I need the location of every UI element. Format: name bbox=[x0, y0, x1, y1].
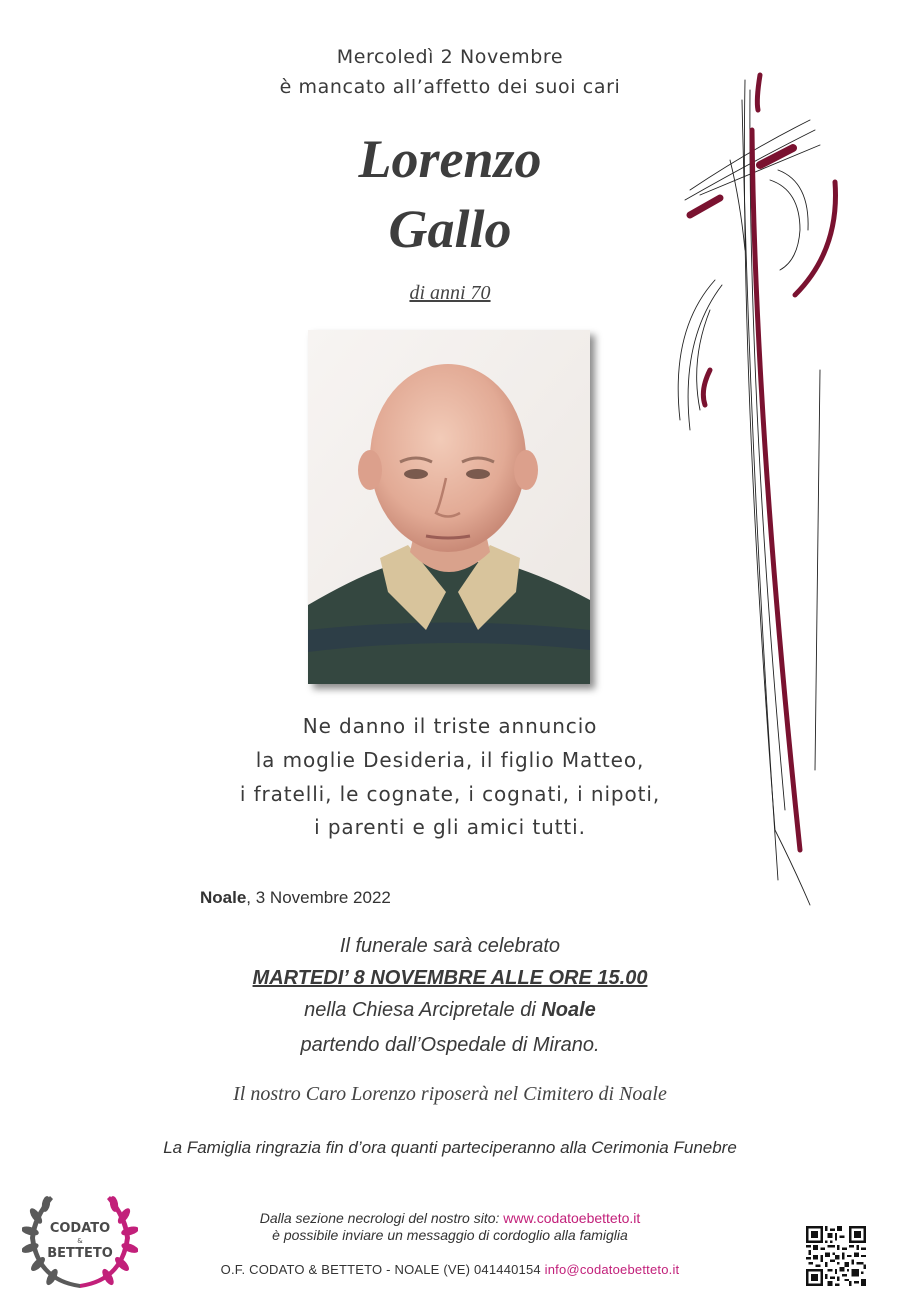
date: , 3 Novembre 2022 bbox=[246, 888, 391, 907]
funeral-church-prefix: nella Chiesa Arcipretale di bbox=[304, 999, 542, 1021]
funeral-datetime: MARTEDI’ 8 NOVEMBRE ALLE ORE 15.00 bbox=[252, 967, 648, 989]
deceased-first-name: Lorenzo bbox=[358, 129, 542, 189]
place: Noale bbox=[200, 888, 247, 907]
logo-word-2: BETTETO bbox=[47, 1246, 113, 1261]
cemetery-note: Il nostro Caro Lorenzo riposerà nel Cimitero di Noale bbox=[233, 1083, 667, 1105]
deceased-age: di anni 70 bbox=[409, 282, 491, 304]
logo-word-1: CODATO bbox=[49, 1221, 111, 1236]
portrait-photo bbox=[308, 330, 590, 684]
decorative-cross bbox=[660, 70, 860, 910]
qr-code[interactable] bbox=[806, 1226, 866, 1286]
funeral-church bbox=[0, 999, 900, 1022]
footer-company: O.F. CODATO & BETTETO - NOALE (VE) 041440154 bbox=[220, 1262, 545, 1277]
announcement-line: i fratelli, le cognate, i cognati, i nipoti, bbox=[239, 782, 661, 806]
funeral-church-town: Noale bbox=[541, 999, 596, 1021]
funeral-departure: partendo dall’Ospedale di Mirano. bbox=[300, 1034, 600, 1056]
footer-condolence-note: è possibile inviare un messaggio di cordoglio alla famiglia bbox=[272, 1227, 628, 1243]
logo-ampersand: & bbox=[77, 1237, 83, 1245]
announcement-date: Mercoledì 2 Novembre bbox=[336, 46, 564, 68]
announcement-line: i parenti e gli amici tutti. bbox=[314, 815, 586, 839]
funeral-intro: Il funerale sarà celebrato bbox=[339, 935, 561, 957]
announcement-line: la moglie Desideria, il figlio Matteo, bbox=[255, 748, 645, 772]
place-date bbox=[200, 888, 391, 908]
footer-site-prefix: Dalla sezione necrologi del nostro sito: bbox=[259, 1210, 504, 1226]
company-logo bbox=[22, 1186, 138, 1296]
family-thanks: La Famiglia ringrazia fin d’ora quanti parteciperanno alla Cerimonia Funebre bbox=[163, 1138, 737, 1157]
deceased-last-name: Gallo bbox=[388, 199, 512, 259]
announcement-line: Ne danno il triste annuncio bbox=[302, 714, 598, 738]
website-link[interactable]: www.codatoebetteto.it bbox=[503, 1210, 641, 1226]
announcement-intro: è mancato all’affetto dei suoi cari bbox=[279, 76, 621, 98]
email-link[interactable]: info@codatoebetteto.it bbox=[544, 1262, 680, 1277]
